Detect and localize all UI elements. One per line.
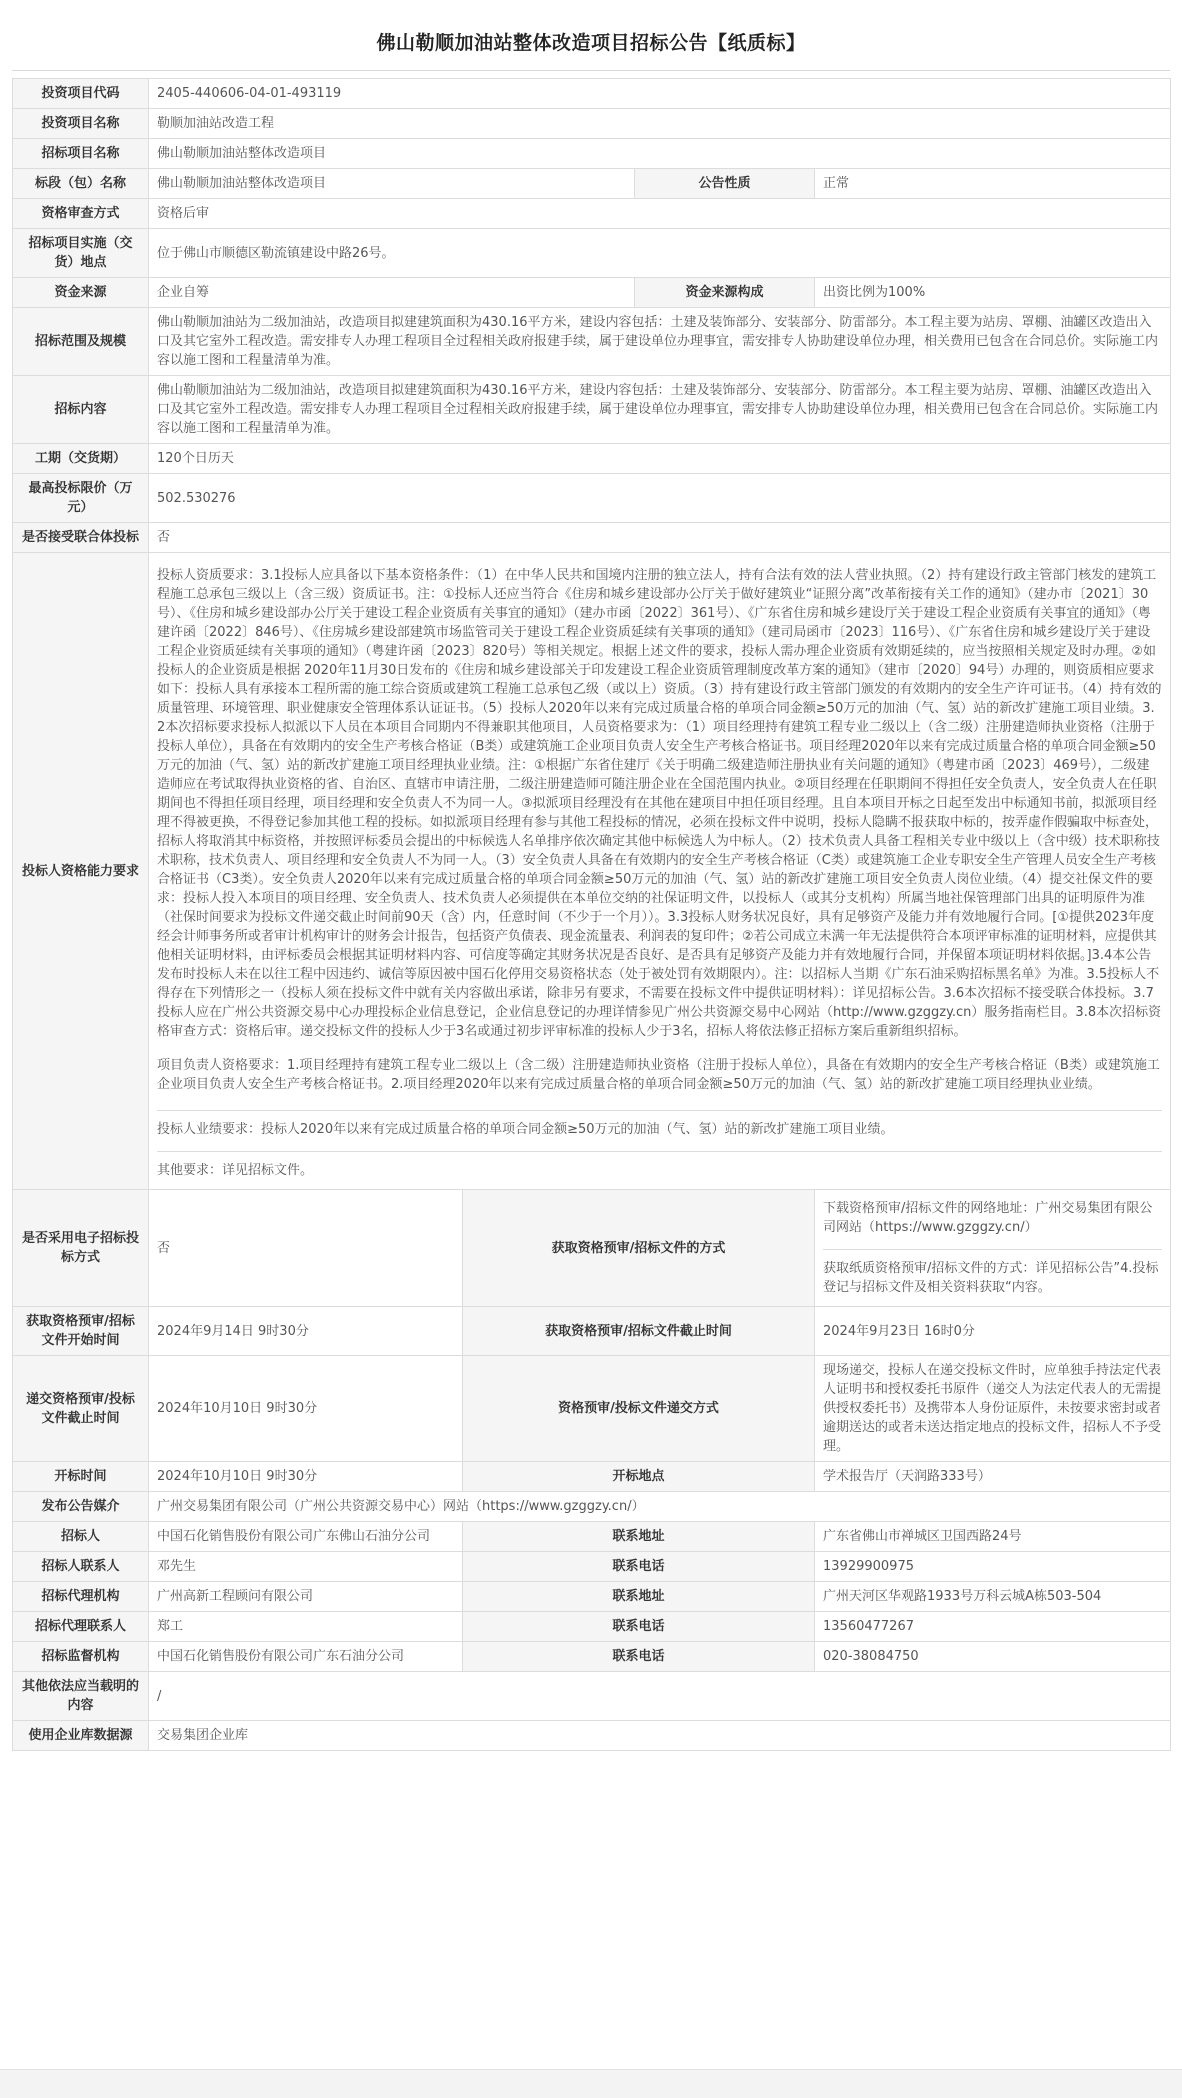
location-label: 招标项目实施（交货）地点	[13, 229, 149, 278]
obtain-end-label: 获取资格预审/招标文件截止时间	[463, 1307, 815, 1356]
obtain-method-value	[815, 1190, 1171, 1307]
fund-source-label: 资金来源	[13, 278, 149, 308]
content-label: 招标内容	[13, 376, 149, 444]
row-tenderer-contact	[13, 1552, 1171, 1582]
row-other-content	[13, 1672, 1171, 1721]
agency-contact-label: 招标代理联系人	[13, 1612, 149, 1642]
bid-project-name-value: 佛山勒顺加油站整体改造项目	[149, 139, 1171, 169]
max-price-value: 502.530276	[149, 474, 1171, 523]
supervisor-value: 中国石化销售股份有限公司广东石油分公司	[149, 1642, 463, 1672]
data-source-value: 交易集团企业库	[149, 1721, 1171, 1751]
agency-label: 招标代理机构	[13, 1582, 149, 1612]
fund-composition-value: 出资比例为100%	[815, 278, 1171, 308]
consortium-value: 否	[149, 523, 1171, 553]
open-place-value: 学术报告厅（天润路333号）	[815, 1462, 1171, 1492]
supervisor-phone-value: 020-38084750	[815, 1642, 1171, 1672]
supervisor-phone-label: 联系电话	[463, 1642, 815, 1672]
row-location	[13, 229, 1171, 278]
manager-qualification-text: 项目负责人资格要求：1.项目经理持有建筑工程专业二级以上（含二级）注册建造师执业资格（注册于投标人单位），具备在有效期内的安全生产考核合格证（B类）或建筑施工企业项目负责人安全生产考核合格证书。2.项目经理2020年以来有完成过质量合格的单项合同金额≥50万元的加油（气、氢）站的新改扩建施工项目经理执业业绩。	[157, 1058, 1160, 1092]
fund-source-value: 企业自筹	[149, 278, 635, 308]
agency-phone-label: 联系电话	[463, 1612, 815, 1642]
location-value: 位于佛山市顺德区勒流镇建设中路26号。	[149, 229, 1171, 278]
submit-method-value: 现场递交，投标人在递交投标文件时，应单独手持法定代表人证明书和授权委托书原件（递交人为法定代表人的无需提供授权委托书）及携带本人身份证原件，未按要求密封或者逾期送达的或者未送达指定地点的投标文件，招标人不予受理。	[815, 1356, 1171, 1462]
media-value: 广州交易集团有限公司（广州公共资源交易中心）网站（https://www.gzggzy.cn/）	[149, 1492, 1171, 1522]
tenderer-value: 中国石化销售股份有限公司广东佛山石油分公司	[149, 1522, 463, 1552]
submit-deadline-label: 递交资格预审/投标文件截止时间	[13, 1356, 149, 1462]
page-title: 佛山勒顺加油站整体改造项目招标公告【纸质标】	[376, 32, 806, 54]
submit-deadline-value: 2024年10月10日 9时30分	[149, 1356, 463, 1462]
tenderer-address-value: 广东省佛山市禅城区卫国西路24号	[815, 1522, 1171, 1552]
supervisor-label: 招标监督机构	[13, 1642, 149, 1672]
obtain-method-paper: 获取纸质资格预审/招标文件的方式：详见招标公告”4.投标登记与招标文件及相关资料获取“内容。	[823, 1249, 1162, 1301]
notice-table	[12, 78, 1171, 1751]
tenderer-address-label: 联系地址	[463, 1522, 815, 1552]
row-fund	[13, 278, 1171, 308]
row-bid-project-name	[13, 139, 1171, 169]
tenderer-phone-value: 13929900975	[815, 1552, 1171, 1582]
tenderer-phone-label: 联系电话	[463, 1552, 815, 1582]
project-name-value: 勒顺加油站改造工程	[149, 109, 1171, 139]
max-price-label: 最高投标限价（万元）	[13, 474, 149, 523]
row-tenderer	[13, 1522, 1171, 1552]
obtain-method-online: 下载资格预审/招标文件的网络地址：广州交易集团有限公司网站（https://www.gzggzy.cn/）	[823, 1201, 1153, 1235]
bidder-qualification-text: 投标人资质要求：3.1投标人应具备以下基本资格条件：（1）在中华人民共和国境内注册的独立法人，持有合法有效的法人营业执照。（2）持有建设行政主管部门核发的建筑工程施工总承包三级以上（含三级）资质证书。注：①投标人还应当符合《住房和城乡建设部办公厅关于做好建筑业“证照分离”改革衔接有关工作的通知》（建办市〔2021〕30号）、《住房和城乡建设部办公厅关于建设工程企业资质有关事宜的通知》（建办市函〔2022〕361号）、《广东省住房和城乡建设厅关于建设工程企业资质有关事宜的通知》（粤建许函〔2022〕846号）、《住房城乡建设部建筑市场监管司关于建设工程企业资质延续有关事项的通知》（建司局函市〔2023〕116号）、《广东省住房和城乡建设厅关于建设工程企业资质延续有关事项的通知》（粤建许函〔2023〕820号）等相关规定。根据上述文件的要求，投标人需办理企业资质有效期延续的，应当按照相关规定及时办理。②如投标人的企业资质是根据 2020年11月30日发布的《住房和城乡建设部关于印发建设工程企业资质管理制度改革方案的通知》（建市〔2020〕94号）办理的，则资质相应要求如下：投标人具有承接本工程所需的施工综合资质或建筑工程施工总承包乙级（或以上）资质。（3）持有建设行政主管部门颁发的有效期内的安全生产许可证书。（4）持有效的质量管理、环境管理、职业健康安全管理体系认证证书。（5）投标人2020年以来有完成过质量合格的单项合同金额≥50万元的加油（气、氢）站的新改扩建施工项目业绩。3.2本次招标要求投标人拟派以下人员在本项目合同期内不得兼职其他项目，人员资格要求为：（1）项目经理持有建筑工程专业二级以上（含二级）注册建造师执业资格（注册于投标人单位），具备在有效期内的安全生产考核合格证（B类）或建筑施工企业项目负责人安全生产考核合格证书。项目经理2020年以来有完成过质量合格的单项合同金额≥50万元的加油（气、氢）站的新改扩建施工项目经理执业业绩。注：①根据广东省住建厅《关于明确二级建造师注册执业有关问题的通知》（粤建市函〔2023〕469号），二级建造师应在考试取得执业资格的省、自治区、直辖市申请注册，二级注册建造师可随注册企业在全国范围内执业。②项目经理在任职期间不得担任安全负责人，安全负责人在任职期间也不得担任项目经理，项目经理和安全负责人不为同一人。③拟派项目经理没有在其他在建项目中担任项目经理。且自本项目开标之日起至发出中标通知书前，拟派项目经理不得被更换，不得登记参加其他工程的投标。如拟派项目经理有参与其他工程投标的情况，必须在投标文件中说明，投标人隐瞒不报获取中标的，按弄虚作假骗取中标查处，招标人将取消其中标资格，并按照评标委员会提出的中标候选人名单排序依次确定其他中标候选人为中标人。（2）技术负责人具备工程相关专业中级以上（含中级）技术职称技术职称，技术负责人、项目经理和安全负责人不为同一人。（3）安全负责人具备在有效期内的安全生产考核合格证（C类）或建筑施工企业专职安全生产管理人员安全生产考核合格证书（C3类）。安全负责人2020年以来有完成过质量合格的单项合同金额≥50万元的加油（气、氢）站的新改扩建施工项目安全负责人岗位业绩。（4）提交社保文件的要求：投标人投入本项目的项目经理、安全负责人、技术负责人必须提供在本单位交纳的社保证明文件，以投标人（或其分支机构）所属当地社保管理部门出具的证明原件为准（社保时间要求为投标文件递交截止时间前90天（含）内，任意时间（不少于一个月））。3.3投标人财务状况良好，具有足够资产及能力并有效地履行合同。[①提供2023年度经会计师事务所或者审计机构审计的财务会计报告，包括资产负债表、现金流量表、利润表的复印件；②若公司成立未满一年无法提供符合本项评审标准的证明材料，应提供其他相关证明材料，由评标委员会根据其证明材料内容、可信度等确定其财务状况是否良好、是否具有足够资产及能力并有效地履行合同，并保留本项证明材料依据。]3.4本公告发布时投标人未在以往工程中因违约、诚信等原因被中国石化停用交易资格状态（处于被处罚有效期限内）。注：以招标人当期《广东石油采购招标黑名单》为准。3.5投标人不得存在下列情形之一（投标人须在投标文件中就有关内容做出承诺，除非另有要求，不需要在投标文件中提供证明材料）：详见招标公告。3.6本次招标不接受联合体投标。3.7投标人应在广州公共资源交易中心办理投标企业信息登记，企业信息登记的办理详情参见广州公共资源交易中心网站（http://www.gzggzy.cn）服务指南栏目。3.8本次招标资格审查方式：资格后审。递交投标文件的投标人少于3名或通过初步评审标准的投标人少于3名，招标人将依法修正招标方案后重新组织招标。	[157, 568, 1162, 1039]
agency-address-value: 广州天河区华观路1933号万科云城A栋503-504	[815, 1582, 1171, 1612]
agency-value: 广州高新工程顾问有限公司	[149, 1582, 463, 1612]
project-code-label: 投资项目代码	[13, 79, 149, 109]
notice-type-label: 公告性质	[635, 169, 815, 199]
bid-project-name-label: 招标项目名称	[13, 139, 149, 169]
electronic-label: 是否采用电子招标投标方式	[13, 1190, 149, 1307]
data-source-label: 使用企业库数据源	[13, 1721, 149, 1751]
open-time-value: 2024年10月10日 9时30分	[149, 1462, 463, 1492]
row-duration	[13, 444, 1171, 474]
duration-value: 120个日历天	[149, 444, 1171, 474]
row-media	[13, 1492, 1171, 1522]
fund-composition-label: 资金来源构成	[635, 278, 815, 308]
qualification-value	[149, 553, 1171, 1190]
row-scope	[13, 308, 1171, 376]
row-qualification	[13, 553, 1171, 1190]
scope-value: 佛山勒顺加油站为二级加油站，改造项目拟建建筑面积为430.16平方米，建设内容包括：土建及装饰部分、安装部分、防雷部分。本工程主要为站房、罩棚、油罐区改造出入口及其它室外工程改造。需安排专人办理工程项目全过程相关政府报建手续，属于建设单位办理事宜，需安排专人协助建设单位办理，相关费用已包含在合同总价。实际施工内容以施工图和工程量清单为准。	[149, 308, 1171, 376]
row-project-code	[13, 79, 1171, 109]
row-project-name	[13, 109, 1171, 139]
obtain-start-value: 2024年9月14日 9时30分	[149, 1307, 463, 1356]
other-content-value: /	[149, 1672, 1171, 1721]
row-supervisor	[13, 1642, 1171, 1672]
title-divider	[12, 70, 1170, 71]
row-max-price	[13, 474, 1171, 523]
row-agency-contact	[13, 1612, 1171, 1642]
row-opening	[13, 1462, 1171, 1492]
bidder-qualification-block	[157, 558, 1162, 1102]
other-content-label: 其他依法应当载明的内容	[13, 1672, 149, 1721]
obtain-method-label: 获取资格预审/招标文件的方式	[463, 1190, 815, 1307]
other-requirement: 其他要求：详见招标文件。	[157, 1151, 1162, 1184]
row-electronic	[13, 1190, 1171, 1307]
qualification-label: 投标人资格能力要求	[13, 553, 149, 1190]
open-place-label: 开标地点	[463, 1462, 815, 1492]
review-method-value: 资格后审	[149, 199, 1171, 229]
notice-type-value: 正常	[815, 169, 1171, 199]
page-footer-bar	[0, 2069, 1182, 2098]
media-label: 发布公告媒介	[13, 1492, 149, 1522]
obtain-end-value: 2024年9月23日 16时0分	[815, 1307, 1171, 1356]
tenderer-label: 招标人	[13, 1522, 149, 1552]
project-code-value: 2405-440606-04-01-493119	[149, 79, 1171, 109]
section-name-label: 标段（包）名称	[13, 169, 149, 199]
obtain-start-label: 获取资格预审/招标文件开始时间	[13, 1307, 149, 1356]
scope-label: 招标范围及规模	[13, 308, 149, 376]
row-agency	[13, 1582, 1171, 1612]
open-time-label: 开标时间	[13, 1462, 149, 1492]
content-value: 佛山勒顺加油站为二级加油站，改造项目拟建建筑面积为430.16平方米，建设内容包括：土建及装饰部分、安装部分、防雷部分。本工程主要为站房、罩棚、油罐区改造出入口及其它室外工程改造。需安排专人办理工程项目全过程相关政府报建手续，属于建设单位办理事宜，需安排专人协助建设单位办理，相关费用已包含在合同总价。实际施工内容以施工图和工程量清单为准。	[149, 376, 1171, 444]
submit-method-label: 资格预审/投标文件递交方式	[463, 1356, 815, 1462]
agency-phone-value: 13560477267	[815, 1612, 1171, 1642]
performance-requirement: 投标人业绩要求：投标人2020年以来有完成过质量合格的单项合同金额≥50万元的加油（气、氢）站的新改扩建施工项目业绩。	[157, 1110, 1162, 1143]
consortium-label: 是否接受联合体投标	[13, 523, 149, 553]
row-submit	[13, 1356, 1171, 1462]
electronic-value: 否	[149, 1190, 463, 1307]
agency-contact-value: 郑工	[149, 1612, 463, 1642]
tenderer-contact-value: 邓先生	[149, 1552, 463, 1582]
row-section	[13, 169, 1171, 199]
agency-address-label: 联系地址	[463, 1582, 815, 1612]
row-obtain-time	[13, 1307, 1171, 1356]
row-review-method	[13, 199, 1171, 229]
review-method-label: 资格审查方式	[13, 199, 149, 229]
row-consortium	[13, 523, 1171, 553]
duration-label: 工期（交货期）	[13, 444, 149, 474]
section-name-value: 佛山勒顺加油站整体改造项目	[149, 169, 635, 199]
tenderer-contact-label: 招标人联系人	[13, 1552, 149, 1582]
project-name-label: 投资项目名称	[13, 109, 149, 139]
row-data-source	[13, 1721, 1171, 1751]
row-content	[13, 376, 1171, 444]
